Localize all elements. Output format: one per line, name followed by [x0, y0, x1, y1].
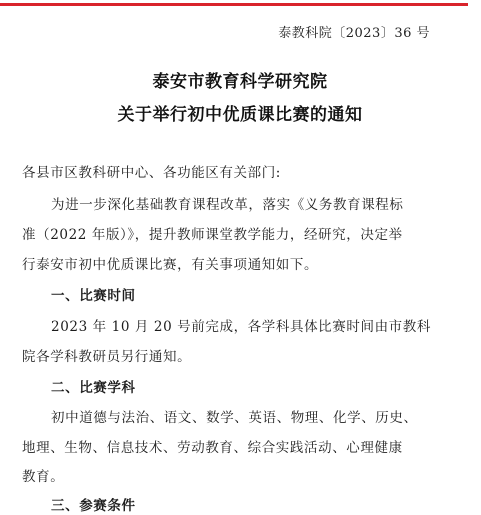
red-header-rule: [0, 3, 468, 6]
intro-line-3: 行泰安市初中优质课比赛，有关事项通知如下。: [22, 257, 319, 273]
section-subjects-line-3: 教育。: [22, 469, 65, 485]
section-time-line-1: 2023 年 10 月 20 号前完成，各学科具体比赛时间由市教科: [51, 319, 431, 335]
intro-line-2: 准（2022 年版）》，提升教师课堂教学能力，经研究，决定举: [22, 227, 403, 243]
section-heading-eligibility: 三、参赛条件: [51, 498, 136, 514]
document-number: 泰教科院〔2023〕36 号: [278, 26, 430, 41]
section-subjects-line-2: 地理、生物、信息技术、劳动教育、综合实践活动、心理健康: [22, 440, 403, 456]
issuer-title: 泰安市教育科学研究院: [152, 72, 328, 92]
salutation: 各县市区教科研中心、各功能区有关部门:: [22, 165, 281, 181]
section-time-line-2: 院各学科教研员另行通知。: [22, 349, 192, 365]
intro-line-1: 为进一步深化基础教育课程改革，落实《义务教育课程标: [51, 197, 404, 213]
section-subjects-line-1: 初中道德与法治、语文、数学、英语、物理、化学、历史、: [51, 410, 418, 426]
section-heading-time: 一、比赛时间: [51, 288, 136, 304]
notice-title: 关于举行初中优质课比赛的通知: [117, 105, 363, 125]
section-heading-subjects: 二、比赛学科: [51, 380, 136, 396]
